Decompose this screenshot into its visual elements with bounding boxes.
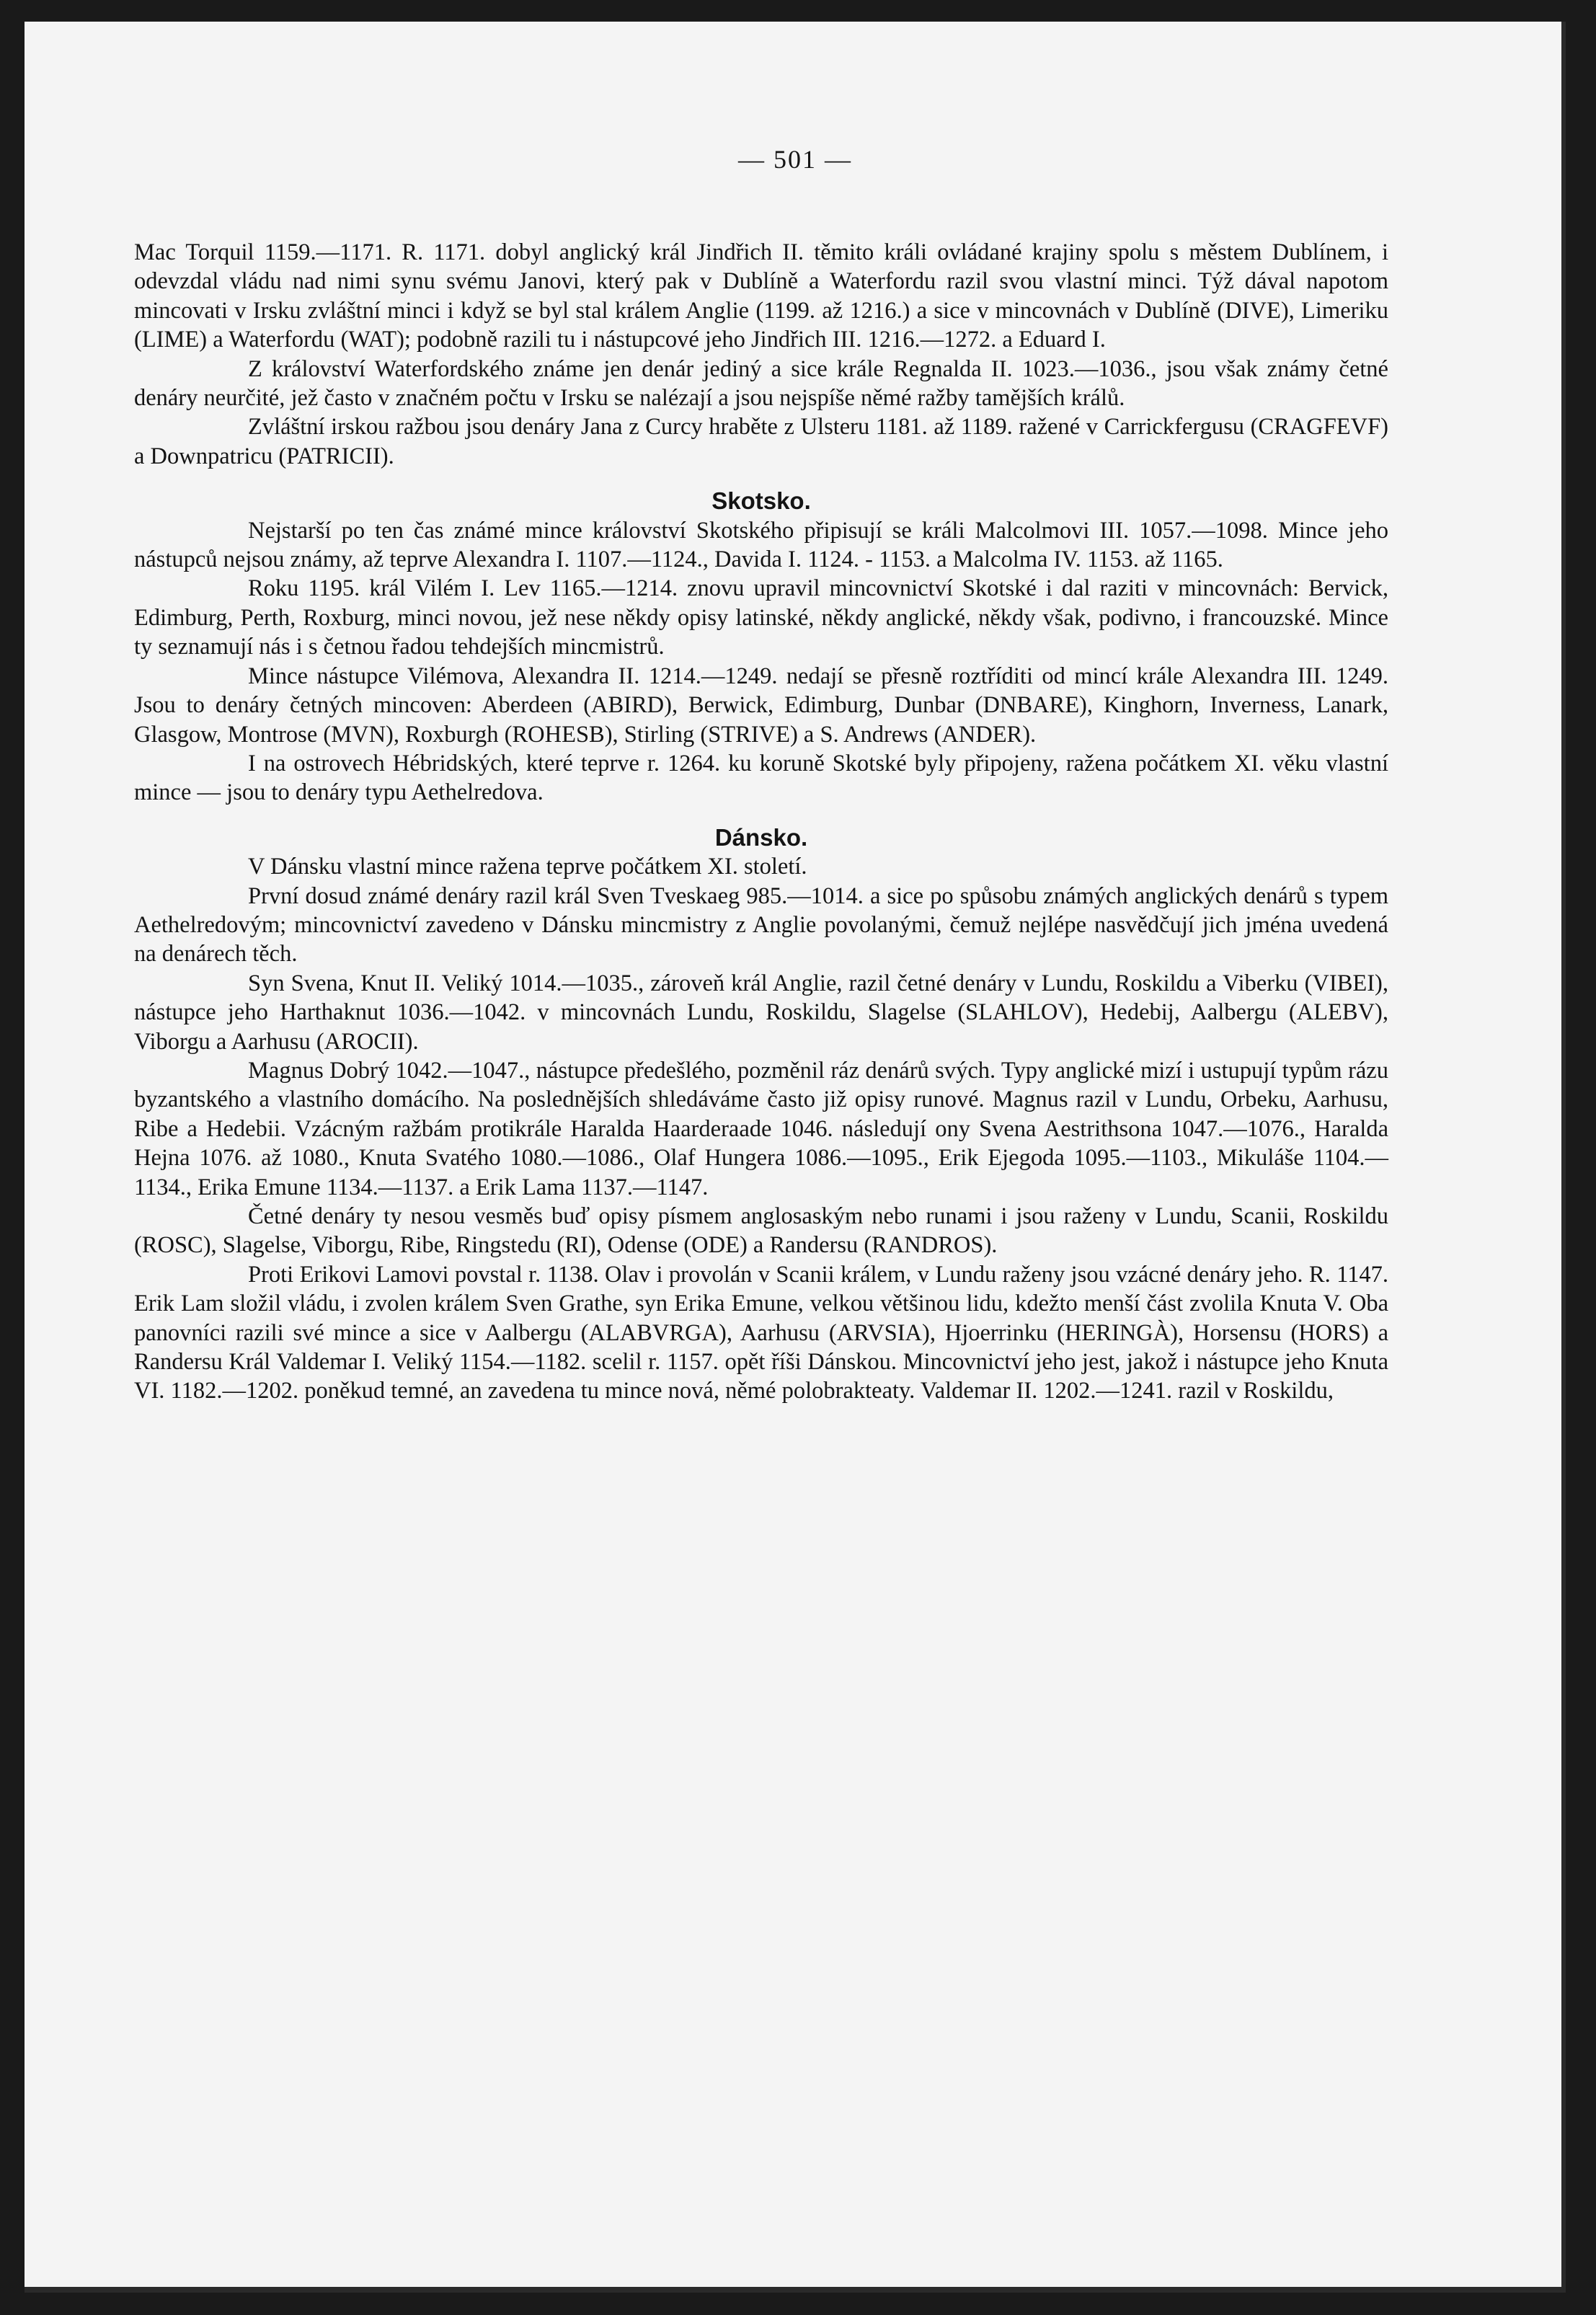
intro-paragraph-2: Z království Waterfordského známe jen denár jediný a sice krále Regnalda II. 1023.—1036., jsou však známy četné denáry neurčité, jež často v značném počtu v Irsku se nalézají a jsou nejspíše němé ražby tamějších králů. — [134, 355, 1388, 412]
scotland-paragraph-2: Roku 1195. král Vilém I. Lev 1165.—1214. znovu upravil mincovnictví Skotské i dal raziti v mincovnách: Bervick, Edimburg, Perth, Roxburg, minci novou, jež nese někdy opisy latinské, někdy anglické, někdy však, podivno, i francouzské. Mince ty seznamují nás i s četnou řadou tehdejších mincmistrů. — [134, 575, 1388, 660]
denmark-paragraph-5: Četné denáry ty nesou vesměs buď opisy písmem anglosaským nebo runami i jsou raženy v Lundu, Scanii, Roskildu (ROSC), Slagelse, Viborgu, Ribe, Ringstedu (RI), Odense (ODE) a Randersu (RANDROS). — [134, 1203, 1388, 1259]
denmark-paragraph-6: Proti Erikovi Lamovi povstal r. 1138. Olav i provolán v Scanii králem, v Lundu raženy jsou vzácné denáry jeho. R. 1147. Erik Lam složil vládu, i zvolen králem Sven Grathe, syn Erika Emune, velkou většinou lidu, kdežto menší část zvolila Knuta V. Oba panovníci razili své mince a sice v Aalbergu (ALABVRGA), Aarhusu (ARVSIA), Hjoerrinku (HERINGÀ), Horsensu (HORS) a Randersu Král Valdemar I. Veliký 1154.—1182. scelil r. 1157. opět říši Dánskou. Mincovnictví jeho jest, jakož i nástupce jeho Knuta VI. 1182.—1202. poněkud temné, an zavedena tu mince nová, němé polobrakteaty. Valdemar II. 1202.—1241. razil v Roskildu, — [134, 1261, 1388, 1404]
page-sheet — [25, 22, 1566, 2293]
scotland-paragraph-4: I na ostrovech Hébridských, které teprve r. 1264. ku koruně Skotské byly připojeny, ražena počátkem XI. věku vlastní mince — jsou to denáry typu Aethelredova. — [134, 750, 1388, 806]
body-text — [134, 238, 1388, 1406]
section-heading-denmark: Dánsko. — [714, 823, 808, 851]
section-heading-scotland: Skotsko. — [711, 487, 811, 515]
intro-paragraph-1: Mac Torquil 1159.—1171. R. 1171. dobyl anglický král Jindřich II. těmito králi ovládané krajiny spolu s městem Dublínem, i odevzdal vládu nad nimi synu svému Janovi, který pak v Dublíně a Waterfordu razil svou vlastní minci. Týž dával napotom mincovati v Irsku zvláštní minci i když se byl stal králem Anglie (1199. až 1216.) a sice v mincovnách v Dublíně (DIVE), Limeriku (LIME) a Waterfordu (WAT); podobně razili tu i nástupcové jeho Jindřich III. 1216.—1272. a Eduard I. — [134, 239, 1388, 353]
scotland-paragraph-3: Mince nástupce Vilémova, Alexandra II. 1214.—1249. nedají se přesně roztříditi od mincí krále Alexandra III. 1249. Jsou to denáry četných mincoven: Aberdeen (ABIRD), Berwick, Edimburg, Dunbar (DNBARE), Kinghorn, Inverness, Lanark, Glasgow, Montrose (MVN), Roxburgh (ROHESB), Stirling (STRIVE) a S. Andrews (ANDER). — [134, 663, 1388, 748]
denmark-paragraph-2: První dosud známé denáry razil král Sven Tveskaeg 985.—1014. a sice po spůsobu známých anglických denárů s typem Aethelredovým; mincovnictví zavedeno v Dánsku mincmistry z Anglie povolanými, čemuž nejlépe nasvědčují jich jména uvedená na denárech těch. — [134, 882, 1388, 968]
denmark-paragraph-3: Syn Svena, Knut II. Veliký 1014.—1035., zároveň král Anglie, razil četné denáry v Lundu, Roskildu a Viberku (VIBEI), nástupce jeho Harthaknut 1036.—1042. v mincovnách Lundu, Roskildu, Slagelse (SLAHLOV), Hedebij, Aalbergu (ALEBV), Viborgu a Aarhusu (AROCII). — [134, 970, 1388, 1055]
intro-paragraph-3: Zvláštní irskou ražbou jsou denáry Jana z Curcy hraběte z Ulsteru 1181. až 1189. ražené v Carrickfergusu (CRAGFEVF) a Downpatricu (PATRICII). — [134, 414, 1388, 469]
scotland-paragraph-1: Nejstarší po ten čas známé mince království Skotského připisují se králi Malcolmovi III. 1057.—1098. Mince jeho nástupců nejsou známy, až teprve Alexandra I. 1107.—1124., Davida I. 1124. - 1153. a Malcolma IV. 1153. až 1165. — [134, 517, 1388, 573]
denmark-paragraph-1: V Dánsku vlastní mince ražena teprve počátkem XI. století. — [248, 854, 807, 880]
page-number: — 501 — — [738, 145, 852, 174]
denmark-paragraph-4: Magnus Dobrý 1042.—1047., nástupce předešlého, pozměnil ráz denárů svých. Typy anglické mizí i ustupují typům rázu byzantského a vlastního domácího. Na poslednějších shledáváme často již opisy runové. Magnus razil v Lundu, Orbeku, Aarhusu, Ribe a Hedebii. Vzácným ražbám protikrále Haralda Haarderaade 1046. následují ony Svena Aestrithsona 1047.—1076., Haralda Hejna 1076. až 1080., Knuta Svatého 1080.—1086., Olaf Hungera 1086.—1095., Erik Ejegoda 1095.—1103., Mikuláše 1104.—1134., Erika Emune 1134.—1137. a Erik Lama 1137.—1147. — [134, 1057, 1388, 1200]
